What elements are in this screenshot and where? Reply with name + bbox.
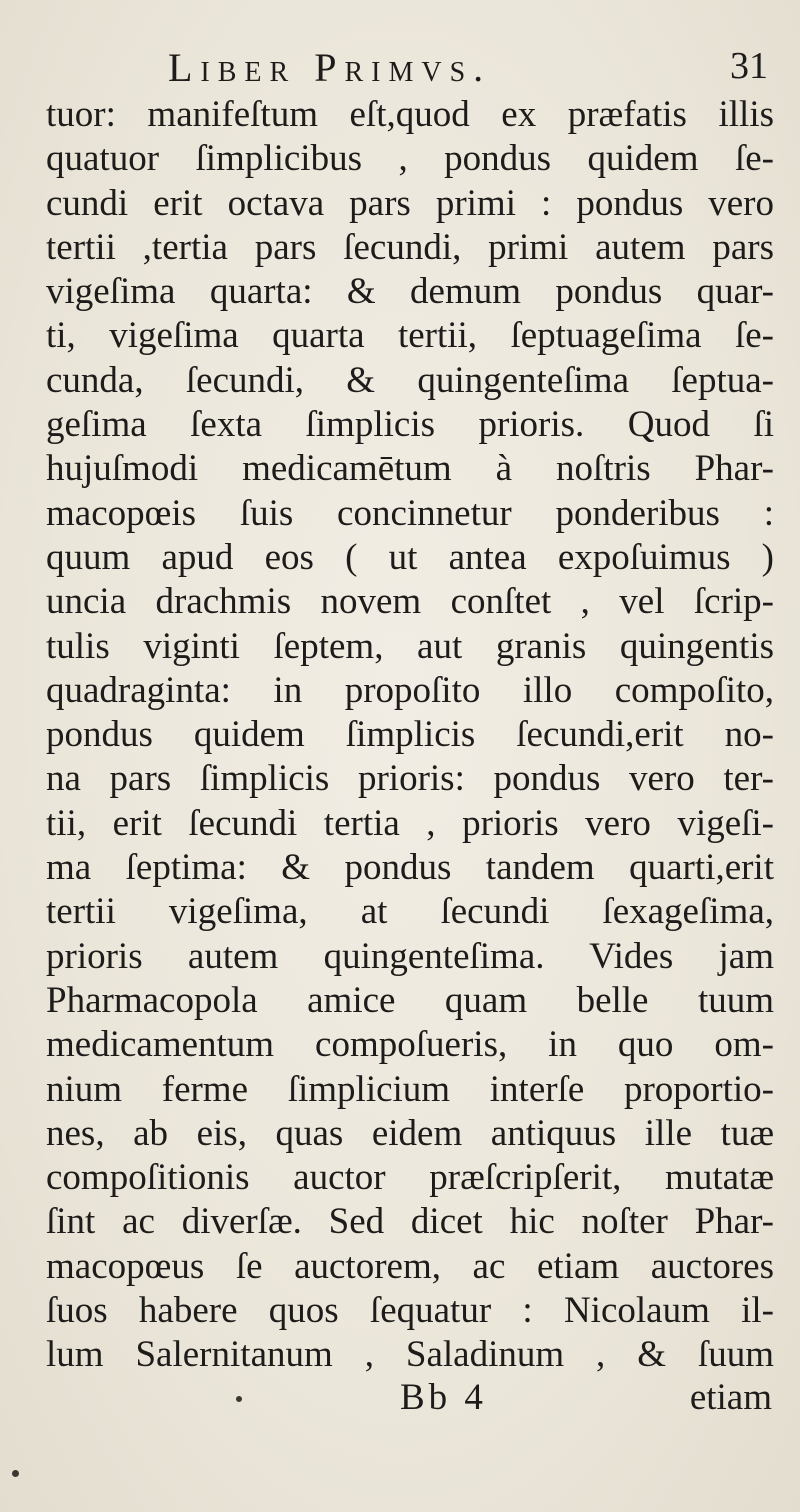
- page-number: 31: [730, 45, 768, 87]
- text-line: ſuos habere quos ſequatur : Nicolaum il-: [46, 1290, 774, 1332]
- text-line: uncia drachmis novem conſtet , vel ſcrip-: [46, 581, 774, 623]
- text-line: quadraginta: in propoſito illo compoſito,: [46, 669, 774, 711]
- text-line: ti, vigeſima quarta tertii, ſeptuageſima ſe-: [46, 315, 774, 357]
- page-header: [168, 44, 768, 88]
- text-line: compoſitionis auctor præſcripſerit, mutatæ: [46, 1157, 774, 1199]
- text-line: vigeſima quarta: & demum pondus quar-: [46, 271, 774, 313]
- text-line: tertii ,tertia pars ſecundi, primi autem pars: [46, 226, 774, 268]
- text-line: quatuor ſimplicibus , pondus quidem ſe-: [46, 138, 774, 180]
- ink-speck: [236, 1396, 242, 1402]
- text-line: geſima ſexta ſimplicis prioris. Quod ſi: [46, 404, 774, 446]
- page-footer: [400, 1376, 772, 1420]
- text-line: macopœus ſe auctorem, ac etiam auctores: [46, 1245, 774, 1287]
- text-line: tulis viginti ſeptem, aut granis quingentis: [46, 625, 774, 667]
- signature-mark: Bb 4: [400, 1377, 487, 1418]
- text-line: na pars ſimplicis prioris: pondus vero ter-: [46, 758, 774, 800]
- catchword: etiam: [689, 1377, 772, 1418]
- body-text: [46, 93, 774, 1378]
- text-line: pondus quidem ſimplicis ſecundi,erit no-: [46, 714, 774, 756]
- text-line: nes, ab eis, quas eidem antiquus ille tuæ: [46, 1112, 774, 1154]
- text-line: nium ferme ſimplicium interſe proportio-: [46, 1068, 774, 1110]
- text-line: cundi erit octava pars primi : pondus vero: [46, 182, 774, 224]
- text-line: quum apud eos ( ut antea expoſuimus ): [46, 536, 774, 578]
- text-line: tii, erit ſecundi tertia , prioris vero vigeſi-: [46, 802, 774, 844]
- text-line: ma ſeptima: & pondus tandem quarti,erit: [46, 847, 774, 889]
- running-title: Liber Primvs.: [168, 45, 492, 90]
- text-line: hujuſmodi medicamētum à noſtris Phar-: [46, 448, 774, 490]
- text-line: medicamentum compoſueris, in quo om-: [46, 1024, 774, 1066]
- text-line: tertii vigeſima, at ſecundi ſexageſima,: [46, 891, 774, 933]
- text-line: prioris autem quingenteſima. Vides jam: [46, 935, 774, 977]
- text-line: cunda, ſecundi, & quingenteſima ſeptua-: [46, 359, 774, 401]
- text-line: ſint ac diverſæ. Sed dicet hic noſter Phar-: [46, 1201, 774, 1243]
- text-line: Pharmacopola amice quam belle tuum: [46, 979, 774, 1021]
- text-line: lum Salernitanum , Saladinum , & ſuum: [46, 1334, 774, 1376]
- text-line: macopœis ſuis concinnetur ponderibus :: [46, 492, 774, 534]
- text-line: tuor: manifeſtum eſt,quod ex præfatis illis: [46, 94, 774, 135]
- ink-speck: [12, 1470, 19, 1477]
